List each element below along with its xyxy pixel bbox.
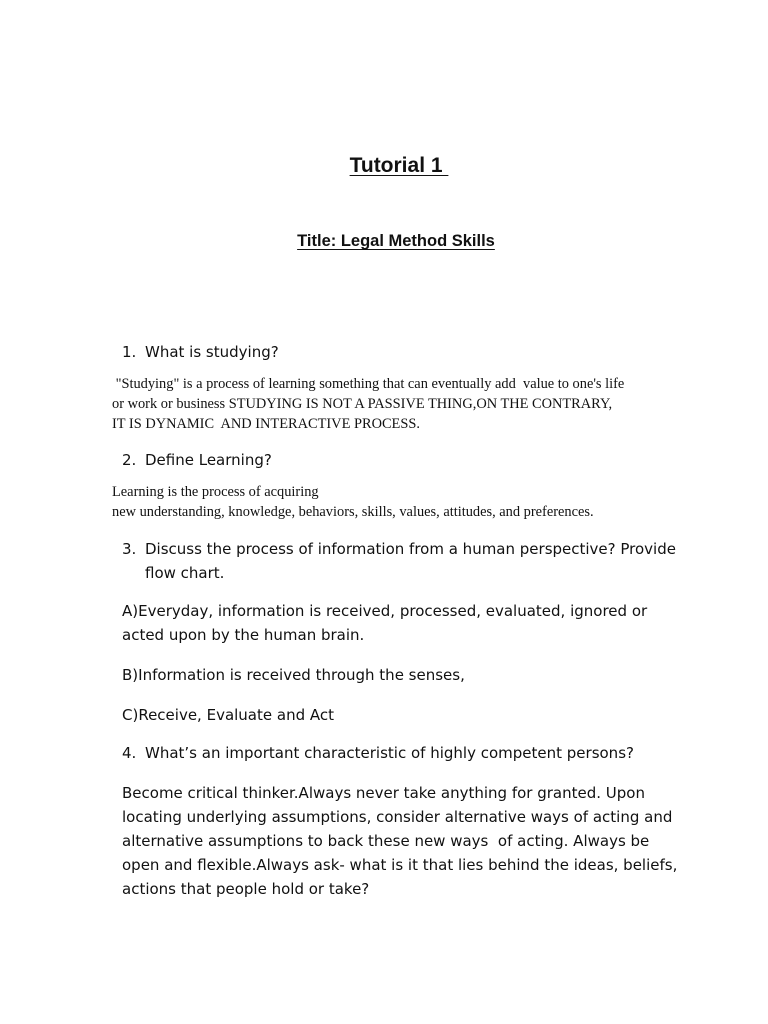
question-4-number: 4. xyxy=(122,744,137,762)
answer-3a xyxy=(122,599,682,647)
answer-3a-line: acted upon by the human brain. xyxy=(122,626,365,644)
question-2-text: Define Learning? xyxy=(145,451,272,469)
answer-1-line: or work or business STUDYING IS NOT A PASSIVE THING,ON THE CONTRARY, xyxy=(112,396,613,412)
answer-3c xyxy=(122,703,682,727)
question-3-text-line1: Discuss the process of information from a human perspective? Provide xyxy=(145,540,676,558)
answer-3a-line: A)Everyday, information is received, processed, evaluated, ignored or xyxy=(122,602,648,620)
answer-4-line: open and flexible.Always ask- what is it that lies behind the ideas, beliefs, xyxy=(122,856,678,874)
answer-2-line: new understanding, knowledge, behaviors, skills, values, attitudes, and preferences. xyxy=(112,504,594,520)
question-1 xyxy=(122,340,682,364)
answer-1 xyxy=(112,374,692,434)
title-heading: Title: Legal Method Skills xyxy=(297,232,495,250)
question-1-text: What is studying? xyxy=(145,343,279,361)
answer-3c-line: C)Receive, Evaluate and Act xyxy=(122,706,334,724)
answer-2 xyxy=(112,482,692,522)
answer-4-line: alternative assumptions to back these new ways of acting. Always be xyxy=(122,832,650,850)
question-3-number: 3. xyxy=(122,540,137,558)
answer-3b-line: B)Information is received through the senses, xyxy=(122,666,465,684)
question-3 xyxy=(122,537,682,585)
question-2-number: 2. xyxy=(122,451,137,469)
question-2 xyxy=(122,448,682,472)
question-1-number: 1. xyxy=(122,343,137,361)
question-4 xyxy=(122,741,682,765)
answer-4-line: actions that people hold or take? xyxy=(122,880,370,898)
answer-1-line: IT IS DYNAMIC AND INTERACTIVE PROCESS. xyxy=(112,416,420,432)
question-3-text-line2: flow chart. xyxy=(145,564,225,582)
answer-4-line: Become critical thinker.Always never take anything for granted. Upon xyxy=(122,784,645,802)
answer-1-line: "Studying" is a process of learning something that can eventually add value to one's life xyxy=(112,376,625,392)
tutorial-heading: Tutorial 1 xyxy=(349,154,449,177)
answer-4 xyxy=(122,781,682,901)
question-4-text: What’s an important characteristic of highly competent persons? xyxy=(145,744,634,762)
answer-3b xyxy=(122,663,682,687)
answer-2-line: Learning is the process of acquiring xyxy=(112,484,319,500)
answer-4-line: locating underlying assumptions, consider alternative ways of acting and xyxy=(122,808,673,826)
